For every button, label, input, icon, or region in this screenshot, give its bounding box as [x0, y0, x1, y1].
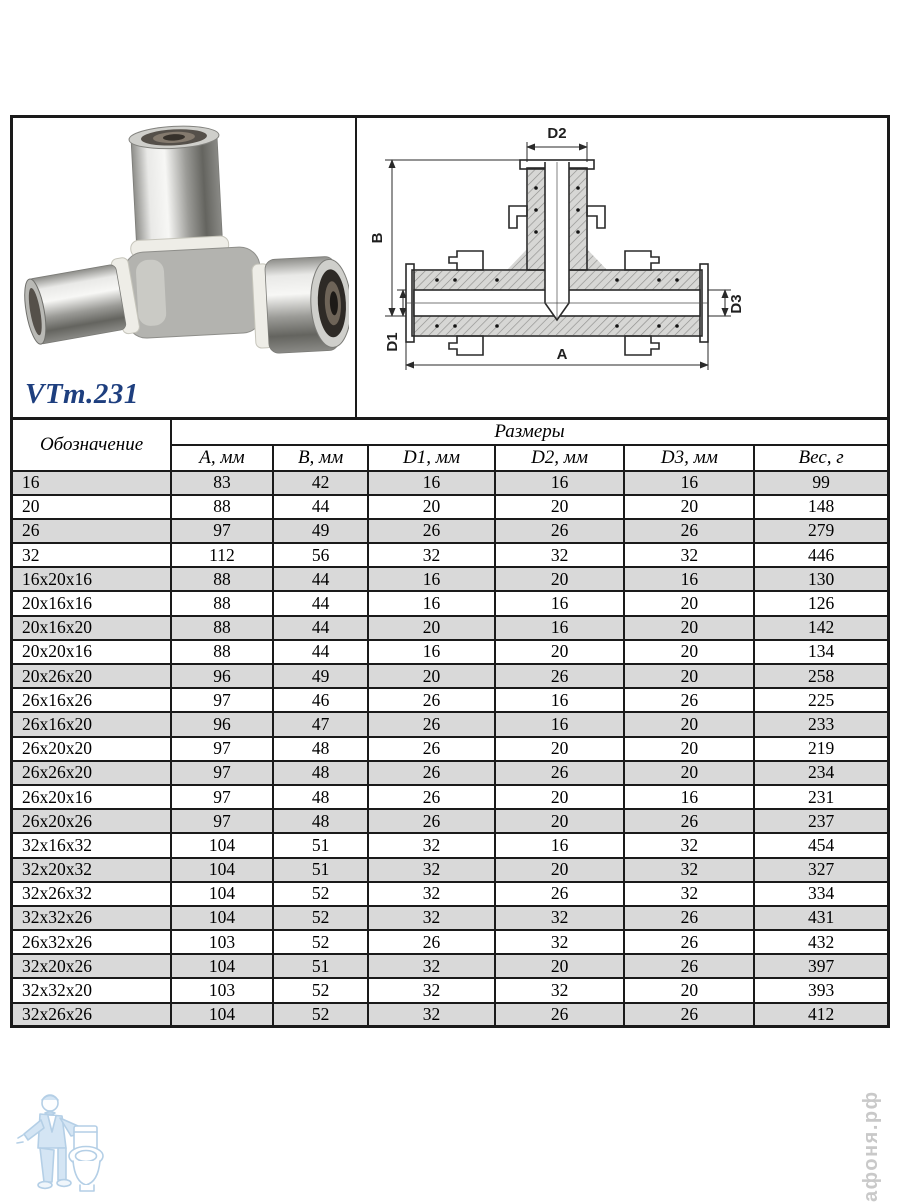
- designation-cell: 20x26x20: [12, 664, 172, 688]
- value-cell-d3: 26: [624, 954, 754, 978]
- value-cell-wt: 432: [754, 930, 888, 954]
- value-cell-b: 51: [273, 858, 369, 882]
- value-cell-d2: 20: [495, 858, 625, 882]
- value-cell-d1: 20: [368, 616, 494, 640]
- datasheet: [10, 115, 890, 1028]
- table-row: [12, 688, 889, 712]
- dim-label-d3: D3: [728, 294, 745, 314]
- table-row: [12, 543, 889, 567]
- value-cell-a: 88: [171, 616, 273, 640]
- value-cell-wt: 148: [754, 495, 888, 519]
- value-cell-d1: 16: [368, 591, 494, 615]
- table-row: [12, 906, 889, 930]
- table-row: [12, 1003, 889, 1027]
- value-cell-wt: 99: [754, 471, 888, 495]
- value-cell-b: 42: [273, 471, 369, 495]
- designation-cell: 32x20x26: [12, 954, 172, 978]
- value-cell-d2: 16: [495, 616, 625, 640]
- value-cell-d3: 16: [624, 785, 754, 809]
- value-cell-d2: 20: [495, 495, 625, 519]
- value-cell-wt: 134: [754, 640, 888, 664]
- table-row: [12, 640, 889, 664]
- value-cell-b: 48: [273, 761, 369, 785]
- value-cell-d3: 26: [624, 809, 754, 833]
- value-cell-d3: 20: [624, 712, 754, 736]
- value-cell-a: 104: [171, 882, 273, 906]
- col-header-d2: D2, мм: [495, 445, 625, 471]
- value-cell-a: 88: [171, 495, 273, 519]
- value-cell-b: 44: [273, 495, 369, 519]
- designation-cell: 20x16x20: [12, 616, 172, 640]
- designation-cell: 32x16x32: [12, 833, 172, 857]
- value-cell-d1: 32: [368, 858, 494, 882]
- value-cell-b: 52: [273, 930, 369, 954]
- value-cell-b: 47: [273, 712, 369, 736]
- value-cell-wt: 397: [754, 954, 888, 978]
- value-cell-d3: 20: [624, 640, 754, 664]
- value-cell-d2: 20: [495, 954, 625, 978]
- col-header-a: А, мм: [171, 445, 273, 471]
- value-cell-d3: 32: [624, 543, 754, 567]
- designation-cell: 32x20x32: [12, 858, 172, 882]
- value-cell-wt: 412: [754, 1003, 888, 1027]
- value-cell-d2: 16: [495, 591, 625, 615]
- designation-cell: 26: [12, 519, 172, 543]
- value-cell-d1: 32: [368, 1003, 494, 1027]
- value-cell-a: 97: [171, 761, 273, 785]
- designation-cell: 32x26x26: [12, 1003, 172, 1027]
- value-cell-a: 104: [171, 906, 273, 930]
- table-row: [12, 737, 889, 761]
- designation-cell: 16x20x16: [12, 567, 172, 591]
- value-cell-wt: 126: [754, 591, 888, 615]
- value-cell-a: 88: [171, 567, 273, 591]
- value-cell-d2: 26: [495, 664, 625, 688]
- value-cell-a: 97: [171, 809, 273, 833]
- value-cell-d3: 20: [624, 616, 754, 640]
- value-cell-b: 51: [273, 833, 369, 857]
- col-header-wt: Вес, г: [754, 445, 888, 471]
- value-cell-a: 88: [171, 591, 273, 615]
- value-cell-d2: 32: [495, 978, 625, 1002]
- header-figures: [10, 115, 890, 417]
- value-cell-d1: 26: [368, 809, 494, 833]
- value-cell-d3: 20: [624, 495, 754, 519]
- designation-header: Обозначение: [12, 419, 172, 471]
- value-cell-b: 44: [273, 640, 369, 664]
- value-cell-wt: 258: [754, 664, 888, 688]
- dim-label-d2: D2: [547, 125, 567, 142]
- table-row: [12, 519, 889, 543]
- value-cell-a: 104: [171, 954, 273, 978]
- value-cell-wt: 334: [754, 882, 888, 906]
- product-photo-box: [13, 118, 357, 417]
- value-cell-d2: 26: [495, 761, 625, 785]
- table-row: [12, 712, 889, 736]
- value-cell-d2: 26: [495, 1003, 625, 1027]
- sizes-header: Размеры: [171, 419, 888, 445]
- value-cell-b: 52: [273, 882, 369, 906]
- table-row: [12, 930, 889, 954]
- value-cell-d3: 20: [624, 664, 754, 688]
- table-row: [12, 471, 889, 495]
- designation-cell: 20: [12, 495, 172, 519]
- value-cell-d1: 32: [368, 543, 494, 567]
- value-cell-d1: 16: [368, 640, 494, 664]
- designation-cell: 26x16x26: [12, 688, 172, 712]
- value-cell-b: 48: [273, 737, 369, 761]
- value-cell-d2: 16: [495, 688, 625, 712]
- designation-cell: 16: [12, 471, 172, 495]
- technical-drawing-box: [357, 118, 887, 417]
- value-cell-wt: 237: [754, 809, 888, 833]
- value-cell-d2: 32: [495, 906, 625, 930]
- value-cell-d1: 32: [368, 954, 494, 978]
- table-row: [12, 591, 889, 615]
- value-cell-d3: 16: [624, 567, 754, 591]
- value-cell-wt: 225: [754, 688, 888, 712]
- value-cell-b: 52: [273, 978, 369, 1002]
- value-cell-d2: 20: [495, 737, 625, 761]
- value-cell-wt: 431: [754, 906, 888, 930]
- col-header-d1: D1, мм: [368, 445, 494, 471]
- value-cell-d1: 26: [368, 761, 494, 785]
- value-cell-a: 96: [171, 712, 273, 736]
- value-cell-b: 52: [273, 1003, 369, 1027]
- designation-cell: 26x20x16: [12, 785, 172, 809]
- value-cell-d1: 26: [368, 688, 494, 712]
- value-cell-d3: 32: [624, 858, 754, 882]
- value-cell-b: 46: [273, 688, 369, 712]
- value-cell-d2: 16: [495, 712, 625, 736]
- value-cell-a: 97: [171, 519, 273, 543]
- table-row: [12, 809, 889, 833]
- value-cell-d1: 26: [368, 930, 494, 954]
- designation-cell: 32x32x20: [12, 978, 172, 1002]
- value-cell-b: 49: [273, 664, 369, 688]
- value-cell-a: 97: [171, 737, 273, 761]
- value-cell-a: 97: [171, 785, 273, 809]
- value-cell-d3: 16: [624, 471, 754, 495]
- value-cell-b: 51: [273, 954, 369, 978]
- value-cell-d1: 32: [368, 906, 494, 930]
- value-cell-wt: 130: [754, 567, 888, 591]
- value-cell-d3: 32: [624, 882, 754, 906]
- value-cell-wt: 219: [754, 737, 888, 761]
- value-cell-d3: 26: [624, 519, 754, 543]
- value-cell-d2: 16: [495, 833, 625, 857]
- value-cell-d2: 20: [495, 640, 625, 664]
- site-watermark-text: афоня.рф: [860, 1090, 882, 1202]
- value-cell-d2: 32: [495, 543, 625, 567]
- dim-label-b: B: [369, 232, 386, 244]
- designation-cell: 26x20x26: [12, 809, 172, 833]
- dim-label-a: A: [556, 346, 568, 363]
- value-cell-a: 103: [171, 930, 273, 954]
- value-cell-d3: 26: [624, 688, 754, 712]
- table-row: [12, 882, 889, 906]
- value-cell-d2: 20: [495, 785, 625, 809]
- table-row: [12, 978, 889, 1002]
- value-cell-b: 44: [273, 616, 369, 640]
- value-cell-d2: 32: [495, 930, 625, 954]
- value-cell-d2: 20: [495, 809, 625, 833]
- value-cell-a: 104: [171, 833, 273, 857]
- value-cell-d1: 20: [368, 495, 494, 519]
- value-cell-d3: 26: [624, 906, 754, 930]
- designation-cell: 32x32x26: [12, 906, 172, 930]
- value-cell-d2: 20: [495, 567, 625, 591]
- value-cell-d2: 16: [495, 471, 625, 495]
- col-header-d3: D3, мм: [624, 445, 754, 471]
- designation-cell: 20x16x16: [12, 591, 172, 615]
- value-cell-wt: 142: [754, 616, 888, 640]
- value-cell-a: 96: [171, 664, 273, 688]
- dim-label-d1: D1: [384, 332, 401, 352]
- designation-cell: 32: [12, 543, 172, 567]
- value-cell-a: 83: [171, 471, 273, 495]
- value-cell-d1: 26: [368, 712, 494, 736]
- designation-cell: 26x20x20: [12, 737, 172, 761]
- value-cell-d3: 26: [624, 1003, 754, 1027]
- value-cell-d1: 26: [368, 785, 494, 809]
- value-cell-b: 52: [273, 906, 369, 930]
- product-photo: [19, 122, 349, 380]
- value-cell-d1: 32: [368, 833, 494, 857]
- value-cell-d3: 20: [624, 591, 754, 615]
- value-cell-d1: 32: [368, 978, 494, 1002]
- value-cell-wt: 279: [754, 519, 888, 543]
- value-cell-a: 97: [171, 688, 273, 712]
- value-cell-d1: 20: [368, 664, 494, 688]
- value-cell-wt: 454: [754, 833, 888, 857]
- designation-cell: 26x26x20: [12, 761, 172, 785]
- value-cell-wt: 393: [754, 978, 888, 1002]
- value-cell-d1: 32: [368, 882, 494, 906]
- value-cell-a: 104: [171, 1003, 273, 1027]
- value-cell-d3: 26: [624, 930, 754, 954]
- table-row: [12, 567, 889, 591]
- table-row: [12, 785, 889, 809]
- value-cell-d3: 32: [624, 833, 754, 857]
- value-cell-d3: 20: [624, 978, 754, 1002]
- value-cell-d2: 26: [495, 519, 625, 543]
- table-row: [12, 664, 889, 688]
- value-cell-d3: 20: [624, 737, 754, 761]
- value-cell-b: 48: [273, 809, 369, 833]
- value-cell-a: 104: [171, 858, 273, 882]
- value-cell-b: 56: [273, 543, 369, 567]
- designation-cell: 26x32x26: [12, 930, 172, 954]
- value-cell-d1: 26: [368, 737, 494, 761]
- value-cell-wt: 234: [754, 761, 888, 785]
- technical-drawing: [357, 118, 888, 414]
- value-cell-a: 112: [171, 543, 273, 567]
- value-cell-wt: 327: [754, 858, 888, 882]
- value-cell-wt: 231: [754, 785, 888, 809]
- value-cell-wt: 446: [754, 543, 888, 567]
- value-cell-b: 44: [273, 591, 369, 615]
- value-cell-wt: 233: [754, 712, 888, 736]
- col-header-b: В, мм: [273, 445, 369, 471]
- dimensions-table: [10, 417, 890, 1028]
- designation-cell: 32x26x32: [12, 882, 172, 906]
- value-cell-b: 49: [273, 519, 369, 543]
- value-cell-d1: 26: [368, 519, 494, 543]
- model-label: VTm.231: [25, 378, 139, 410]
- value-cell-d1: 16: [368, 471, 494, 495]
- designation-cell: 20x20x16: [12, 640, 172, 664]
- table-row: [12, 495, 889, 519]
- designation-cell: 26x16x20: [12, 712, 172, 736]
- value-cell-b: 44: [273, 567, 369, 591]
- table-row: [12, 761, 889, 785]
- value-cell-a: 103: [171, 978, 273, 1002]
- value-cell-d1: 16: [368, 567, 494, 591]
- table-row: [12, 616, 889, 640]
- plumber-mascot-watermark: [14, 1090, 124, 1198]
- table-row: [12, 954, 889, 978]
- value-cell-d2: 26: [495, 882, 625, 906]
- value-cell-b: 48: [273, 785, 369, 809]
- table-row: [12, 858, 889, 882]
- table-row: [12, 833, 889, 857]
- value-cell-a: 88: [171, 640, 273, 664]
- value-cell-d3: 20: [624, 761, 754, 785]
